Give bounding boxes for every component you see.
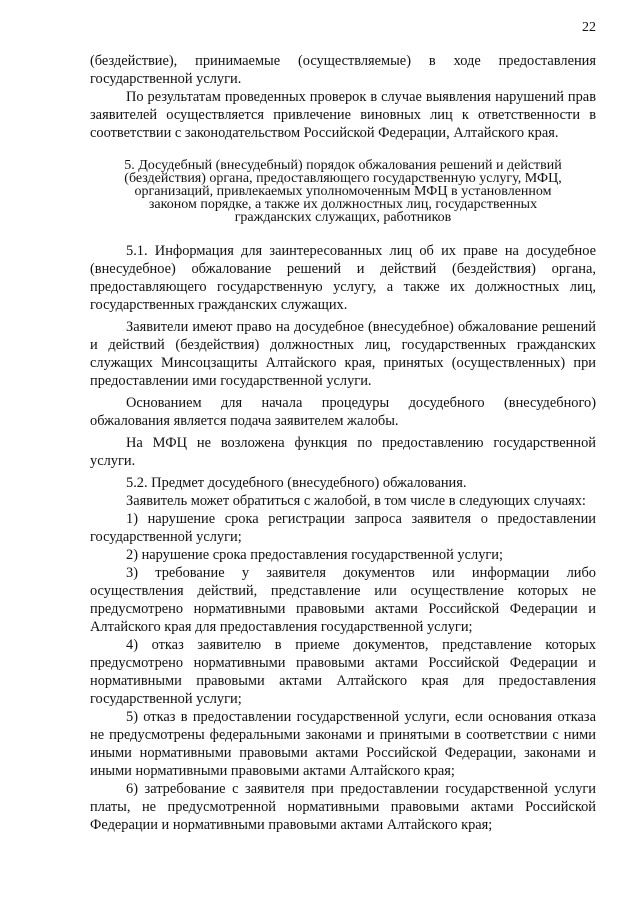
section-heading: 5. Досудебный (внесудебный) порядок обжалования решений и действий (бездействия) органа, предоставляющего государственную услугу, МФЦ, организаций, привлекаемых уполномоченным МФЦ в установленном законом порядке, а также их должностных лиц, государственных гражданских служащих, работников	[124, 158, 562, 225]
list-item: 4) отказ заявителю в приеме документов, представление которых предусмотрено нормативными правовыми актами Российской Федерации и нормативными правовыми актами Алтайского края для предоставления государственной услуги;	[90, 637, 596, 707]
paragraph-5-2: 5.2. Предмет досудебного (внесудебного) обжалования.	[126, 475, 467, 491]
paragraph-mfc: На МФЦ не возложена функция по предоставлению государственной услуги.	[90, 435, 596, 469]
list-item: 1) нарушение срока регистрации запроса заявителя о предоставлении государственной услуги;	[90, 511, 596, 545]
list-item: 6) затребование с заявителя при предоставлении государственной услуги платы, не предусмотренной нормативными правовыми актами Российской Федерации и нормативными правовыми актами Алтайского края;	[90, 781, 596, 833]
intro-paragraph-1: (бездействие), принимаемые (осуществляемые) в ходе предоставления государственной услуги.	[90, 53, 596, 87]
list-item: 3) требование у заявителя документов или информации либо осуществления действий, представление или осуществление которых не предусмотрено нормативными правовыми актами Российской Федерации и Алтайского края для предоставления государственной услуги;	[90, 565, 596, 635]
paragraph-basis: Основанием для начала процедуры досудебного (внесудебного) обжалования является подача заявителем жалобы.	[90, 395, 596, 429]
paragraph-rights: Заявители имеют право на досудебное (внесудебное) обжалование решений и действий (бездействия) должностных лиц, государственных гражданских служащих Минсоцзащиты Алтайского края, принятых (осуществленных) при предоставлении ими государственной услуги.	[90, 319, 596, 389]
document-body	[90, 52, 596, 834]
paragraph-5-1: 5.1. Информация для заинтересованных лиц об их праве на досудебное (внесудебное) обжалование решений и действий (бездействия) органа, предоставляющего государственную услугу, а также их должностных лиц, государственных гражданских служащих.	[90, 243, 596, 313]
page-number: 22	[582, 20, 596, 35]
cases-list	[90, 510, 596, 834]
list-item: 5) отказ в предоставлении государственной услуги, если основания отказа не предусмотрены федеральными законами и принятыми в соответствии с ними иными нормативными правовыми актами Российской Федерации, законами и иными нормативными правовыми актами Алтайского края;	[90, 709, 596, 779]
paragraph-cases: Заявитель может обратиться с жалобой, в том числе в следующих случаях:	[126, 493, 586, 509]
list-item: 2) нарушение срока предоставления государственной услуги;	[126, 547, 503, 563]
intro-paragraph-2: По результатам проведенных проверок в случае выявления нарушений прав заявителей осуществляется привлечение виновных лиц к ответственности в соответствии с законодательством Российской Федерации, Алтайского края.	[90, 89, 596, 141]
